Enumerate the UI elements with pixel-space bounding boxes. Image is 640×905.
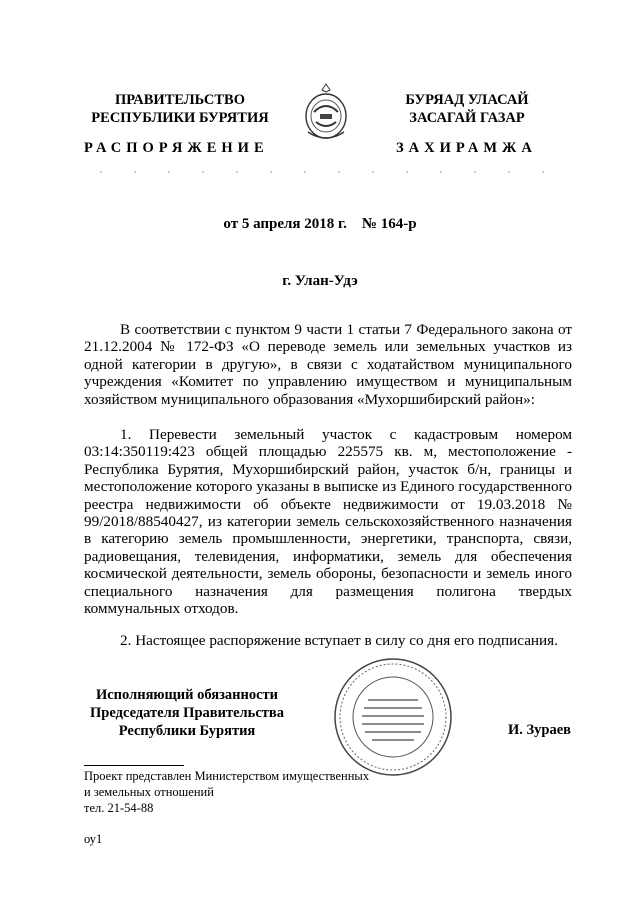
paragraph-item-1: 1. Перевести земельный участок с кадастровым номером 03:14:350119:423 общей площадью 225575 кв. м, местоположение - Республика Бурятия, Мухоршибирский район, участок б/н, границы и местоположение которого указаны в выписке из Единого государственного реестра недвижимости об объекте недвижимости от 19.03.2018 № 99/2018/88540427, из категории земель сельскохозяйственного назначения в категорию земель промышленности, энергетики, транспорта, связи, радиовещания, телевидения, информатики, земель для обеспечения космической деятельности, земель обороны, безопасности и земель иного специального назначения для размещения полигона твердых коммунальных отходов. bbox=[84, 426, 572, 618]
header-left bbox=[78, 91, 282, 127]
footer-note bbox=[84, 768, 369, 816]
header-right-line2: ЗАСАГАЙ ГАЗАР bbox=[409, 110, 525, 126]
round-seal-icon bbox=[332, 656, 454, 778]
document-code: оу1 bbox=[84, 832, 103, 846]
order-title-bua: ЗАХИРАМЖА bbox=[396, 140, 537, 156]
signatory-name: И. Зураев bbox=[508, 722, 572, 738]
footer-phone: тел. 21-54-88 bbox=[84, 801, 154, 815]
signatory-title bbox=[84, 686, 290, 740]
document-city: г. Улан-Удэ bbox=[282, 273, 358, 289]
document-date-number: от 5 апреля 2018 г. № 164-р bbox=[223, 216, 417, 232]
coat-of-arms-icon bbox=[300, 82, 352, 144]
header-left-line2: РЕСПУБЛИКИ БУРЯТИЯ bbox=[91, 110, 269, 126]
footer-line2: и земельных отношений bbox=[84, 785, 214, 799]
order-title-ru: РАСПОРЯЖЕНИЕ bbox=[84, 140, 269, 156]
header-right-line1: БУРЯАД УЛАСАЙ bbox=[405, 92, 529, 108]
footer-line1: Проект представлен Министерством имущественных bbox=[84, 769, 370, 783]
signatory-title-line1: Исполняющий обязанности bbox=[95, 687, 279, 703]
paragraph-preamble: В соответствии с пунктом 9 части 1 статьи 7 Федерального закона от 21.12.2004 № 172-ФЗ «О переводе земель или земельных участков из одной категории в другую», в связи с ходатайством муниципального учреждения «Комитет по управлению имуществом и муниципальным хозяйством муниципального образования «Мухоршибирский район»: bbox=[84, 321, 572, 408]
signatory-title-line2: Председателя Правительства bbox=[90, 705, 284, 721]
header-left-line1: ПРАВИТЕЛЬСТВО bbox=[115, 92, 245, 108]
header-right bbox=[382, 91, 552, 127]
footer-divider bbox=[84, 765, 184, 766]
paragraph-item-2: 2. Настоящее распоряжение вступает в силу со дня его подписания. bbox=[120, 632, 558, 649]
signatory-title-line3: Республики Бурятия bbox=[118, 723, 256, 739]
header-divider bbox=[84, 171, 564, 173]
